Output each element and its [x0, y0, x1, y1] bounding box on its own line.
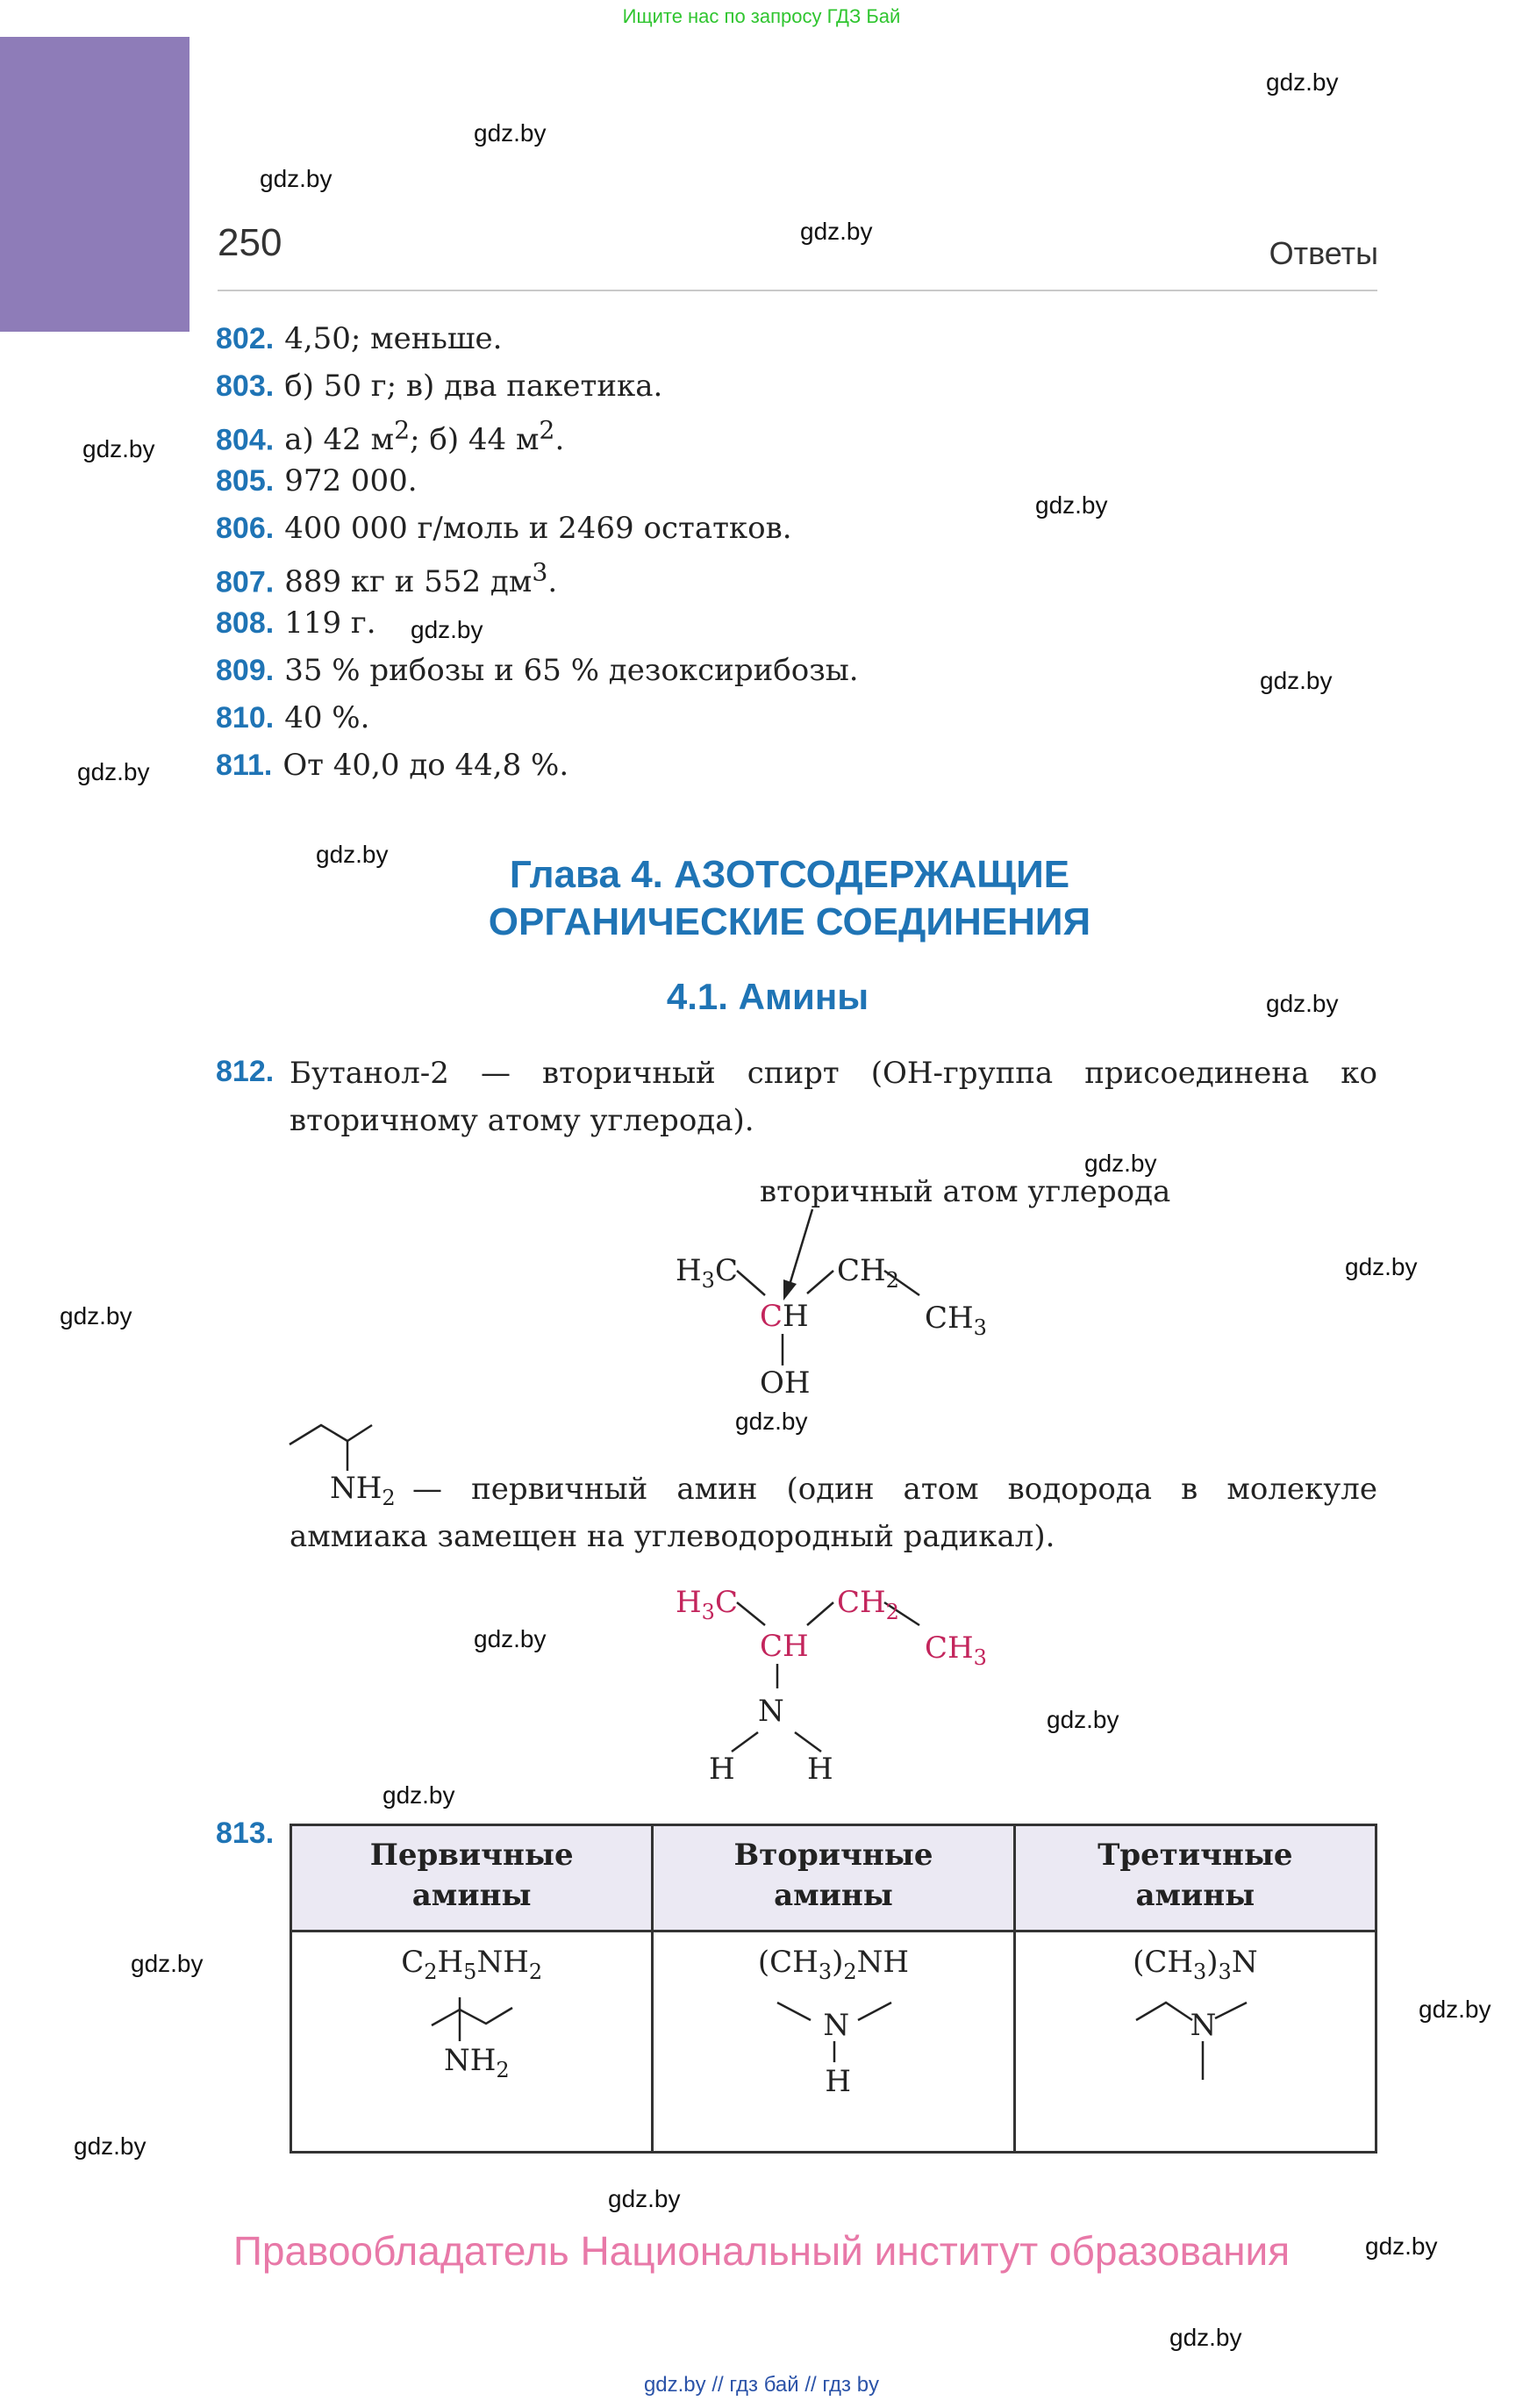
header-primary: Первичные амины — [291, 1825, 653, 1931]
answer-text: б) 50 г; в) два пакетика. — [284, 369, 663, 404]
answer-text: 889 кг и 552 $дм^3$. — [284, 558, 558, 600]
answer-text: 972 000. — [284, 463, 418, 498]
answer-text: 35 % рибозы и 65 % дезоксирибозы. — [284, 653, 859, 688]
answer-text: От 40,0 до 44,8 %. — [282, 748, 569, 783]
secondary-carbon-label: вторичный атом углерода — [760, 1174, 1171, 1209]
answer-number: 808. — [216, 606, 275, 640]
running-section-title: Ответы — [1269, 235, 1378, 271]
watermark: gdz.by — [608, 2185, 681, 2212]
group-h3c-amine: $H_3C$ — [676, 1585, 738, 1624]
watermark: gdz.by — [1266, 990, 1339, 1017]
watermark: gdz.by — [74, 2132, 147, 2160]
answer-text: 4,50; меньше. — [284, 321, 503, 356]
watermark: gdz.by — [60, 1302, 132, 1329]
watermark: gdz.by — [1260, 667, 1333, 694]
arrow-head-icon — [783, 1279, 797, 1301]
footer-separator: // — [711, 2373, 724, 2397]
answer-number: 806. — [216, 512, 275, 545]
page-number: 250 — [218, 221, 282, 264]
watermark: gdz.by — [735, 1408, 808, 1435]
table-row — [291, 1931, 1376, 2153]
answer-text: 119 г. — [284, 606, 376, 641]
question-number-813: 813. — [216, 1817, 275, 1850]
answer-number: 811. — [216, 749, 273, 782]
answer-text: а) 42 $м^2$; б) 44 $м^2$. — [284, 416, 565, 458]
group-ch2: $CH_2$ — [837, 1253, 899, 1293]
primary-amine-description: — первичный амин (один атом водорода в молекуле аммиака замещен на углеводородный радикал). — [290, 1472, 1377, 1554]
answer-number: 807. — [216, 565, 275, 599]
answer-number: 802. — [216, 322, 275, 355]
watermark: gdz.by — [316, 841, 389, 868]
group-ch2-amine: $CH_2$ — [837, 1585, 899, 1624]
answer-number: 809. — [216, 654, 275, 687]
watermark: gdz.by — [1084, 1150, 1157, 1177]
answer-text: 400 000 г/моль и 2469 остатков. — [284, 511, 792, 546]
group-oh: OH — [760, 1365, 811, 1401]
answer-number: 810. — [216, 701, 275, 735]
group-ch3: $CH_3$ — [925, 1301, 987, 1340]
atom-h-right: H — [807, 1752, 833, 1787]
watermark: gdz.by — [1266, 68, 1339, 96]
header-secondary: Вторичные амины — [653, 1825, 1014, 1931]
chapter-title-line2: ОРГАНИЧЕСКИЕ СОЕДИНЕНИЯ — [488, 900, 1091, 943]
watermark: gdz.by — [474, 119, 547, 147]
skeletal-tertiary-n: N — [1190, 2008, 1217, 2043]
watermark: gdz.by — [82, 435, 155, 462]
footer-link-gdz-by[interactable]: гдз by — [822, 2373, 880, 2397]
cell-tertiary — [1014, 1931, 1376, 2153]
atom-n: N — [758, 1694, 784, 1729]
watermark: gdz.by — [474, 1625, 547, 1652]
copyright-notice: Правообладатель Национальный институт образования — [232, 2228, 1291, 2274]
watermark: gdz.by — [411, 616, 483, 643]
footer-separator: // — [804, 2373, 817, 2397]
watermark: gdz.by — [800, 218, 873, 245]
formula-trimethylamine: $(CH_3)_3N$ — [1133, 1945, 1258, 1984]
section-title: 4.1. Амины — [666, 976, 869, 1017]
group-ch-secondary: CH — [760, 1299, 809, 1334]
footer-link-gdz[interactable]: gdz.by — [643, 2373, 706, 2397]
answer-812-text: Бутанол-2 — вторичный спирт (ОН-группа присоединена ко вторичному атому углерода). — [290, 1056, 1377, 1138]
group-h3c: $H_3C$ — [676, 1253, 738, 1293]
watermark: gdz.by — [1365, 2232, 1438, 2260]
answer-number: 803. — [216, 369, 275, 403]
watermark: gdz.by — [383, 1781, 455, 1809]
watermark: gdz.by — [1035, 491, 1108, 519]
skeletal-primary — [293, 1945, 653, 2138]
footer-link-gdz-bai[interactable]: гдз бай — [729, 2373, 799, 2397]
table-header-row — [291, 1825, 1376, 1931]
group-ch3-amine: $CH_3$ — [925, 1630, 987, 1670]
watermark: gdz.by — [131, 1950, 204, 1977]
question-number-812: 812. — [216, 1055, 275, 1088]
watermark: gdz.by — [1419, 1996, 1491, 2023]
answer-number: 805. — [216, 464, 275, 498]
watermark: gdz.by — [1345, 1253, 1418, 1280]
formula-ethylamine: $C_2H_5NH_2$ — [401, 1945, 543, 1984]
nh2-group: $NH_2$ — [330, 1471, 396, 1510]
group-ch-amine: CH — [760, 1629, 809, 1664]
cell-secondary — [653, 1931, 1014, 2153]
skeletal-secondary-h: H — [825, 2064, 851, 2099]
amines-table — [290, 1824, 1377, 2154]
skeletal-secondary-n: N — [823, 2008, 850, 2043]
answer-number: 804. — [216, 423, 275, 457]
header-tertiary: Третичные амины — [1014, 1825, 1376, 1931]
answer-text: 40 %. — [284, 700, 370, 735]
top-search-hint[interactable]: Ищите нас по запросу ГДЗ Бай — [622, 5, 901, 27]
skeletal-primary-nh2: $NH_2$ — [444, 2043, 510, 2082]
watermark: gdz.by — [1047, 1706, 1119, 1733]
cell-primary — [291, 1931, 653, 2153]
atom-h-left: H — [709, 1752, 735, 1787]
formula-dimethylamine: $(CH_3)_2NH$ — [757, 1945, 910, 1984]
chapter-title-line1: Глава 4. АЗОТСОДЕРЖАЩИЕ — [509, 853, 1070, 896]
watermark: gdz.by — [1169, 2324, 1242, 2351]
watermark: gdz.by — [77, 758, 150, 785]
footer-links — [0, 2373, 1523, 2397]
watermark: gdz.by — [260, 165, 332, 192]
